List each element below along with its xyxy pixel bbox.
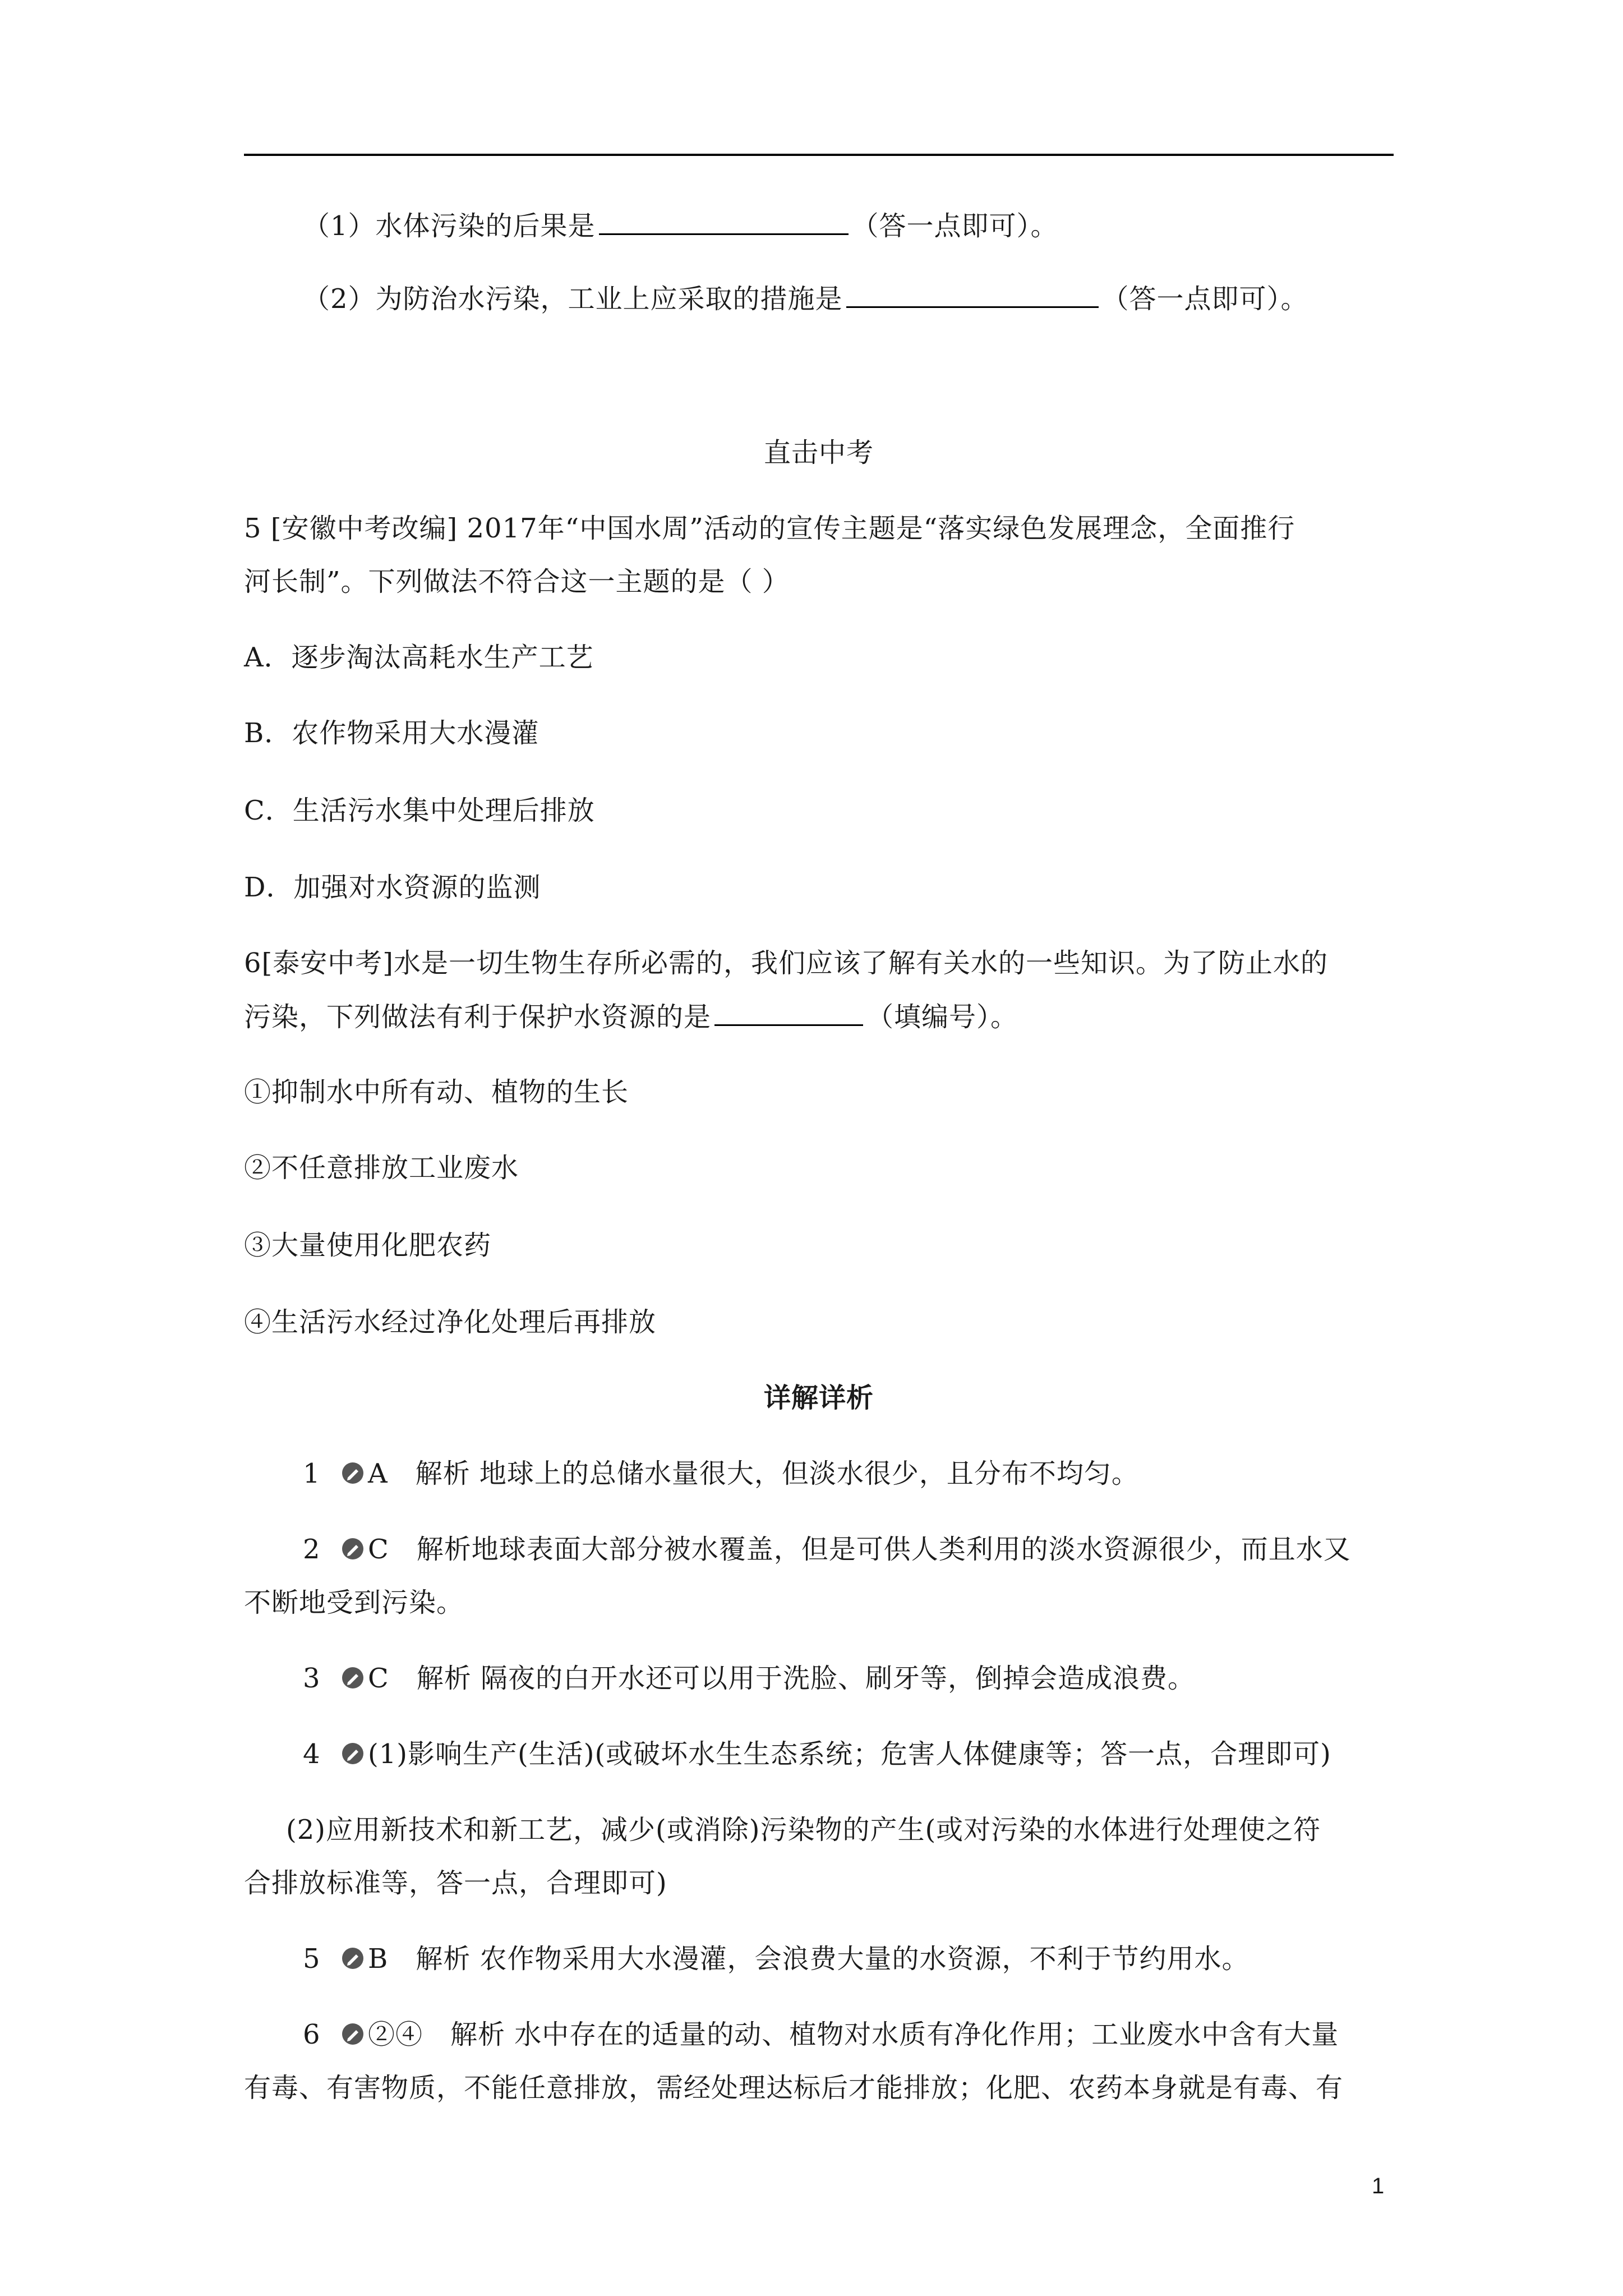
answer-text: ②④ 解析 水中存在的适量的动、植物对水质有净化作用；工业废水中含有大量 xyxy=(368,2019,1339,2050)
question-6-line-2-note: （填编号）。 xyxy=(866,1001,1018,1033)
pencil-icon xyxy=(340,1460,366,1486)
question-5-option-c: C．生活污水集中处理后排放 xyxy=(244,795,595,826)
question-4-1-text: （1）水体污染的后果是 xyxy=(303,210,596,242)
answers-title: 详解详析 xyxy=(763,1382,874,1414)
question-5-option-b: B．农作物采用大水漫灌 xyxy=(244,717,540,749)
answer-number: 2 xyxy=(303,1534,321,1565)
answer-blank xyxy=(714,999,863,1026)
question-4-2-note: （答一点即可）。 xyxy=(1101,283,1308,315)
answer-2-line-2: 不断地受到污染。 xyxy=(244,1587,464,1618)
header-rule xyxy=(244,154,1394,156)
question-4-1-note: （答一点即可）。 xyxy=(851,210,1058,242)
question-6-item-3: ③大量使用化肥农药 xyxy=(244,1230,492,1261)
answer-4-1 xyxy=(303,1736,1394,1772)
answer-number: 4 xyxy=(303,1738,321,1770)
page-number: 1 xyxy=(1372,2174,1385,2198)
answer-1 xyxy=(303,1456,1394,1492)
answer-text: C 解析 隔夜的白开水还可以用于洗脸、刷牙等，倒掉会造成浪费。 xyxy=(368,1663,1195,1694)
question-6-line-1: 6[泰安中考]水是一切生物生存所必需的，我们应该了解有关水的一些知识。为了防止水的 xyxy=(244,947,1328,979)
pencil-icon xyxy=(340,1536,366,1562)
answer-4-2-line-2: 合排放标准等，答一点，合理即可) xyxy=(244,1867,667,1899)
question-5-line-2: 河长制”。下列做法不符合这一主题的是（ ） xyxy=(244,566,790,597)
question-4-1 xyxy=(303,208,1394,244)
answer-number: 1 xyxy=(303,1458,321,1489)
answer-blank xyxy=(846,280,1099,308)
answer-6-line-1 xyxy=(303,2017,1394,2053)
answer-text: C 解析地球表面大部分被水覆盖，但是可供人类利用的淡水资源很少，而且水又 xyxy=(368,1534,1351,1565)
question-5-line-1: 5 [安徽中考改编] 2017年“中国水周”活动的宣传主题是“落实绿色发展理念，全面推行 xyxy=(244,513,1295,544)
question-4-2-text: （2）为防治水污染，工业上应采取的措施是 xyxy=(303,283,843,315)
question-5-option-a: A．逐步淘汰高耗水生产工艺 xyxy=(244,642,594,673)
question-6-line-2-text: 污染，下列做法有利于保护水资源的是 xyxy=(244,1001,712,1033)
answer-blank xyxy=(599,208,849,235)
question-6-line-2 xyxy=(244,999,1394,1035)
pencil-icon xyxy=(340,1945,366,1971)
question-5-option-d: D．加强对水资源的监测 xyxy=(244,872,541,903)
pencil-icon xyxy=(340,1665,366,1691)
answer-number: 6 xyxy=(303,2019,321,2050)
answer-3 xyxy=(303,1660,1394,1696)
question-6-item-4: ④生活污水经过净化处理后再排放 xyxy=(244,1306,657,1338)
answer-text: B 解析 农作物采用大水漫灌，会浪费大量的水资源，不利于节约用水。 xyxy=(368,1943,1249,1975)
answer-text: A 解析 地球上的总储水量很大，但淡水很少，且分布不均匀。 xyxy=(368,1458,1139,1489)
section-title: 直击中考 xyxy=(763,437,874,468)
answer-text: (1)影响生产(生活)(或破坏水生生态系统；危害人体健康等；答一点，合理即可) xyxy=(368,1738,1331,1770)
question-6-item-2: ②不任意排放工业废水 xyxy=(244,1152,519,1184)
answer-2-line-1 xyxy=(303,1531,1394,1567)
answer-6-line-2: 有毒、有害物质，不能任意排放，需经处理达标后才能排放；化肥、农药本身就是有毒、有 xyxy=(244,2072,1344,2104)
pencil-icon xyxy=(340,1741,366,1766)
answer-5 xyxy=(303,1941,1394,1977)
question-4-2 xyxy=(303,280,1394,317)
answer-4-2-line-1: (2)应用新技术和新工艺，减少(或消除)污染物的产生(或对污染的水体进行处理使之符 xyxy=(286,1814,1321,1846)
pencil-icon xyxy=(340,2021,366,2047)
answer-number: 5 xyxy=(303,1943,321,1975)
question-6-item-1: ①抑制水中所有动、植物的生长 xyxy=(244,1076,629,1108)
answer-number: 3 xyxy=(303,1663,321,1694)
